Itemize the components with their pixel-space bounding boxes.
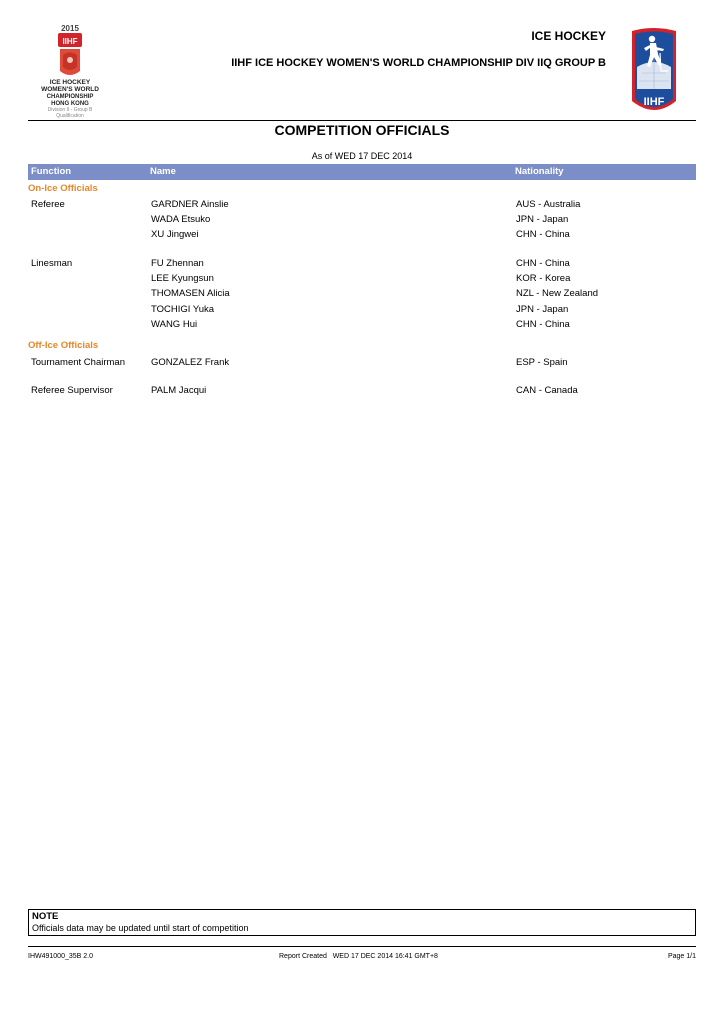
section-off-ice-officials: Off-Ice Officials <box>28 340 99 351</box>
iihf-logo-text: IIHF <box>643 96 665 108</box>
official-function: Referee <box>31 199 65 210</box>
event-logo-line5: Division II - Group B <box>47 107 93 113</box>
note-text: Officials data may be updated until start of competition <box>32 923 249 933</box>
official-name: GARDNER Ainslie <box>151 199 229 210</box>
iihf-shield-icon <box>630 27 678 117</box>
official-function: Tournament Chairman <box>31 357 125 368</box>
iihf-logo <box>630 27 678 117</box>
sport-title: ICE HOCKEY <box>531 29 606 43</box>
official-function: Referee Supervisor <box>31 385 113 396</box>
note-title: NOTE <box>32 911 59 922</box>
event-title: IIHF ICE HOCKEY WOMEN'S WORLD CHAMPIONSHIP DIV IIQ GROUP B <box>231 57 606 69</box>
official-name: WANG Hui <box>151 319 198 330</box>
note-box <box>28 909 696 936</box>
event-logo <box>40 24 100 120</box>
official-nationality: CAN - Canada <box>516 385 578 396</box>
official-nationality: JPN - Japan <box>516 214 569 225</box>
official-name: GONZALEZ Frank <box>151 357 230 368</box>
footer-divider <box>28 946 696 947</box>
event-logo-line1: ICE HOCKEY <box>49 79 91 86</box>
official-nationality: AUS - Australia <box>516 199 581 210</box>
official-nationality: CHN - China <box>516 319 570 330</box>
official-name: LEE Kyungsun <box>151 273 214 284</box>
as-of-date: As of WED 17 DEC 2014 <box>311 151 413 161</box>
official-nationality: KOR - Korea <box>516 273 571 284</box>
official-name: THOMASEN Alicia <box>151 288 230 299</box>
official-name: WADA Etsuko <box>151 214 211 225</box>
official-nationality: JPN - Japan <box>516 304 569 315</box>
report-title: COMPETITION OFFICIALS <box>274 122 450 138</box>
official-nationality: NZL - New Zealand <box>516 288 599 299</box>
event-emblem-icon <box>58 33 82 79</box>
event-logo-line3: CHAMPIONSHIP <box>46 94 94 100</box>
official-name: TOCHIGI Yuka <box>151 304 215 315</box>
official-name: PALM Jacqui <box>151 385 207 396</box>
official-nationality: CHN - China <box>516 258 570 269</box>
event-logo-line6: Qualification <box>56 113 84 119</box>
event-logo-mark: IIHF <box>62 37 78 46</box>
table-header <box>28 164 696 180</box>
official-nationality: ESP - Spain <box>516 357 568 368</box>
column-header-name: Name <box>150 166 176 177</box>
column-header-nationality: Nationality <box>515 166 564 177</box>
official-nationality: CHN - China <box>516 229 570 240</box>
column-header-function: Function <box>31 166 72 177</box>
event-logo-line4: HONG KONG <box>51 101 89 107</box>
footer-report-code: IHW491000_35B 2.0 <box>28 953 93 960</box>
official-name: XU Jingwei <box>151 229 199 240</box>
official-name: FU Zhennan <box>151 258 204 269</box>
official-function: Linesman <box>31 258 73 269</box>
header-divider <box>28 120 696 121</box>
footer-report-created: Report Created WED 17 DEC 2014 16:41 GMT+8 <box>279 953 438 960</box>
footer-page-number: Page 1/1 <box>667 953 696 960</box>
event-logo-line2: WOMEN'S WORLD <box>41 86 99 93</box>
section-on-ice-officials: On-Ice Officials <box>28 183 98 194</box>
event-logo-year: 2015 <box>61 24 79 33</box>
